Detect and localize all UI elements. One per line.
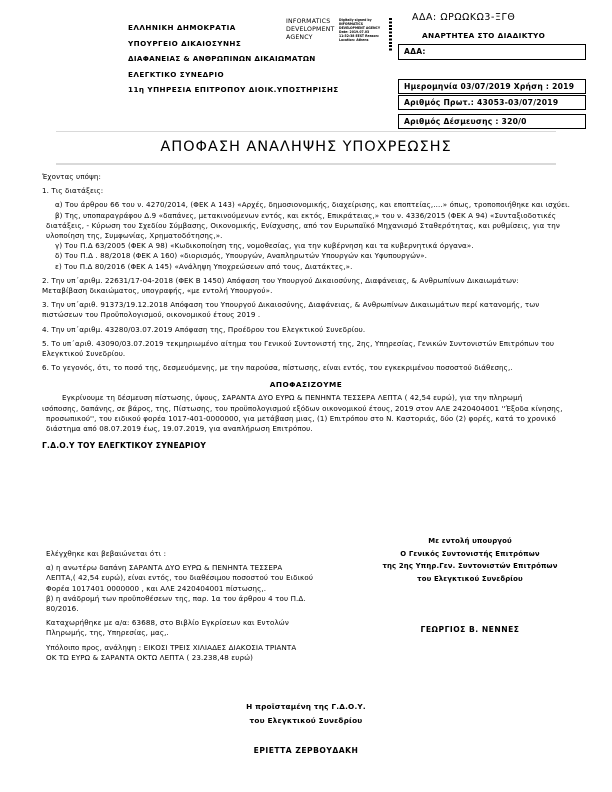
- document-body: [0, 172, 612, 450]
- item-2-line-1: 2. Την υπ΄αριθμ. 22631/17-04-2018 (ΦΕΚ Β 1450) Απόφαση του Υπουργού Δικαιοσύνης, Διαφάνειας, & Ανθρωπίνων Δικαιωμάτων:: [42, 275, 519, 285]
- org-line-2: ΥΠΟΥΡΓΕΙΟ ΔΙΚΑΙΟΣΥΝΗΣ: [128, 38, 242, 48]
- title-divider: [56, 163, 556, 165]
- gdoy-verify-intro: Ελέγχθηκε και βεβαιώνεται ότι :: [46, 549, 167, 558]
- protocol-number-box: Αριθμός Πρωτ.: 43053-03/07/2019: [398, 95, 586, 110]
- item-1b-line-1: β) Της, υποπαραγράφου Δ.9 «δαπάνες, μετακινούμενων εντός, και εκτός, Επικράτειας,» του ν. 4336/2015 (ΦΕΚ Α 94) «Συνταξιοδοτικές: [55, 210, 557, 220]
- stamp-details: Digitally signed by INFORMATICS DEVELOPMENT AGENCY Date: 2019.07.03 11:52:38 EEST Reason: Location: Athens: [339, 18, 381, 43]
- signature-line-2: Ο Γενικός Συντονιστής Επιτρόπων: [400, 549, 540, 558]
- stamp-title: INFORMATICS DEVELOPMENT AGENCY: [286, 18, 335, 42]
- stamp-barcode: [389, 18, 392, 52]
- signature-line-1: Με εντολή υπουργού: [428, 537, 512, 545]
- signatory-name-right: ΓΕΩΡΓΙΟΣ Β. ΝΕΝΝΕΣ: [420, 625, 520, 634]
- decision-line-3: προσωπικού'', του ειδικού φορέα 1017-401-0000000, για μετάβαση μιας, (1) Επιτρόπου στο Ν. Καστοριάς, δύο (2) φορές, κατά το χρονικό: [46, 413, 556, 423]
- signature-line-3: της 2ης Υπηρ.Γεν. Συντονιστών Επιτρόπων: [382, 562, 558, 571]
- item-1d-line: δ) Του Π.Δ . 88/2018 (ΦΕΚ Α 160) «διορισμός, Υπουργών, Αναπληρωτών Υπουργών και Υφυπουργών».: [55, 251, 428, 261]
- item-1b-line-3: υλοποίηση της, Συμφωνίας, Χρηματοδότησης,».: [46, 231, 223, 241]
- ada-field-box: ΑΔΑ:: [398, 44, 586, 60]
- gdoy-section-heading: Γ.Δ.Ο.Υ ΤΟΥ ΕΛΕΓΚΤΙΚΟΥ ΣΥΝΕΔΡΙΟΥ: [42, 441, 207, 451]
- item-3-line-1: 3. Την υπ΄αριθ. 91373/19.12.2018 Απόφαση του Υπουργού Δικαιοσύνης, Διαφάνειας, & Ανθρωπίνων Δικαιωμάτων περί κατανομής, των: [42, 300, 540, 310]
- item-1a-line-1: α) Του άρθρου 66 του ν. 4270/2014, (ΦΕΚ Α 143) «Αρχές, δημοσιονομικής, διαχείρισης, και εποπτείας,....» όπως, τροποποιήθηκε και ισχύει.: [55, 200, 571, 210]
- item-5-line-2: Ελεγκτικού Συνεδρίου.: [42, 349, 126, 359]
- org-line-5: 11η ΥΠΗΡΕΣΙΑ ΕΠΙΤΡΟΠΟΥ ΔΙΟΙΚ.ΥΠΟΣΤΗΡΙΣΗΣ: [128, 85, 339, 94]
- header-divider: [56, 131, 556, 132]
- item-3-line-2: πιστώσεων του Προϋπολογισμού, οικονομικού έτους 2019 .: [42, 310, 261, 320]
- ada-code: ΑΔΑ: ΩΡΩΩΚΩ3-ΞΓΘ: [412, 12, 516, 23]
- item-1g-line: γ) Του Π.Δ 63/2005 (ΦΕΚ Α 98) «Κωδικοποίηση της, νομοθεσίας, για την κυβέρνηση και τα κυβερνητικά όργανα».: [55, 241, 474, 251]
- page-title: ΑΠΟΦΑΣΗ ΑΝΑΛΗΨΗΣ ΥΠΟΧΡΕΩΣΗΣ: [160, 138, 452, 155]
- item-1-heading: 1. Τις διατάξεις:: [42, 186, 104, 196]
- signatory-name-final: ΕΡΙΕΤΤΑ ΖΕΡΒΟΥΔΑΚΗ: [253, 746, 359, 755]
- title-band: [56, 138, 556, 155]
- item-2-line-2: Μεταβίβαση δικαιώματος, υπογραφής, «με εντολή Υπουργού».: [42, 286, 273, 296]
- commitment-number-box: Αριθμός Δέσμευσης : 320/0: [398, 114, 586, 129]
- anartitea-label: ΑΝΑΡΤΗΤΕΑ ΣΤΟ ΔΙΑΔΙΚΤΥΟ: [422, 31, 546, 40]
- gdoy-a-line-3: Φορέα 1017401 0000000 , και ΑΛΕ 2420404001 πίστωσης,.: [46, 583, 267, 593]
- item-1b-line-2: διατάξεις, - Κύρωση του Σχεδίου Σύμβασης, Οικονομικής, Ενίσχυσης, από τον Ευρωπαϊκό Μηχανισμό Σταθερότητας, και ρυθμίσεις, για την: [46, 220, 560, 230]
- decision-line-1: Εγκρίνουμε τη δέσμευση πίστωσης, ύψους, ΣΑΡΑΝΤΑ ΔΥΟ ΕΥΡΩ & ΠΕΝΗΝΤΑ ΤΕΣΣΕΡΑ ΛΕΠΤΑ ( 42,54 ευρώ), για την πληρωμή: [62, 393, 523, 403]
- item-4-line: 4. Την υπ΄αριθμ. 43280/03.07.2019 Απόφαση της, Προέδρου του Ελεγκτικού Συνεδρίου.: [42, 324, 366, 334]
- gdoy-d-line-1: Υπόλοιπο προς, ανάληψη : ΕΙΚΟΣΙ ΤΡΕΙΣ ΧΙΛΙΑΔΕΣ ΔΙΑΚΟΣΙΑ ΤΡΙΑΝΤΑ: [46, 642, 297, 652]
- intro-line: Έχοντας υπόψη:: [42, 172, 102, 181]
- informatics-development-agency-stamp: [286, 18, 398, 54]
- final-signature-block: [0, 700, 612, 755]
- date-field-box: Ημερομηνία 03/07/2019 Χρήση : 2019: [398, 79, 586, 94]
- gdoy-b-line-1: β) η ανάδρομή των προϋποθέσεων της, παρ. 1α του άρθρου 4 του Π.Δ.: [46, 593, 306, 603]
- decision-heading: ΑΠΟΦΑΣΙΖΟΥΜΕ: [269, 380, 343, 390]
- gdoy-a-line-1: α) η ανωτέρω δαπάνη ΣΑΡΑΝΤΑ ΔΥΟ ΕΥΡΩ & ΠΕΝΗΝΤΑ ΤΕΣΣΕΡΑ: [46, 563, 283, 573]
- gdoy-b-line-2: 80/2016.: [46, 604, 79, 614]
- minister-order-signature-block: [370, 535, 570, 585]
- org-line-3: ΔΙΑΦΑΝΕΙΑΣ & ΑΝΘΡΩΠΙΝΩΝ ΔΙΚΑΙΩΜΑΤΩΝ: [128, 54, 316, 63]
- item-5-line-1: 5. Το υπ΄αριθ. 43090/03.07.2019 τεκμηριωμένο αίτημα του Γενικού Συντονιστή της, 2ης, Υπηρεσίας, Γενικών Συντονιστών Επιτρόπων του: [42, 338, 555, 348]
- item-1e-line: ε) Του Π.Δ 80/2016 (ΦΕΚ Α 145) «Ανάληψη Υποχρεώσεων από τους, Διατάκτες,».: [55, 261, 353, 271]
- org-line-1: ΕΛΛΗΝΙΚΗ ΔΗΜΟΚΡΑΤΙΑ: [128, 23, 236, 32]
- decision-line-4: διάστημα από 08.07.2019 έως, 19.07.2019, για αναπλήρωση Επιτρόπου.: [46, 424, 313, 434]
- signature-line-4: του Ελεγκτικού Συνεδρίου: [417, 574, 523, 583]
- gdoy-d-line-2: ΟΚ ΤΩ ΕΥΡΩ & ΣΑΡΑΝΤΑ ΟΚΤΩ ΛΕΠΤΑ ( 23.238,48 ευρώ): [46, 652, 254, 662]
- decision-line-2: ισόποσης, δαπάνης, σε βάρος, της, Πίστωσης, του προϋπολογισμού εξόδων οικονομικού έτους, 2019 στον ΑΛΕ 2420404001 ''Έξοδα κίνησης,: [42, 403, 563, 413]
- final-signature-title-1: Η προϊσταμένη της Γ.Δ.Ο.Υ.: [246, 702, 366, 711]
- final-signature-title-2: του Ελεγκτικού Συνεδρίου: [249, 716, 363, 725]
- item-6-line: 6. Το γεγονός, ότι, το ποσό της, δεσμευόμενης, με την παρούσα, πίστωσης, είναι εντός, του εγκεκριμένου ποσοστού διάθεσης,.: [42, 363, 513, 373]
- gdoy-c-line-1: Καταχωρήθηκε με α/α: 63688, στο Βιβλίο Εγκρίσεων και Εντολών: [46, 618, 289, 628]
- gdoy-a-line-2: ΛΕΠΤΑ,( 42,54 ευρώ), είναι εντός, του διαθέσιμου ποσοστού του Ειδικού: [46, 573, 314, 583]
- document-header: [0, 0, 612, 126]
- gdoy-c-line-2: Πληρωμής, της, Υπηρεσίας, μας,.: [46, 628, 169, 638]
- org-line-4: ΕΛΕΓΚΤΙΚΟ ΣΥΝΕΔΡΙΟ: [128, 69, 225, 79]
